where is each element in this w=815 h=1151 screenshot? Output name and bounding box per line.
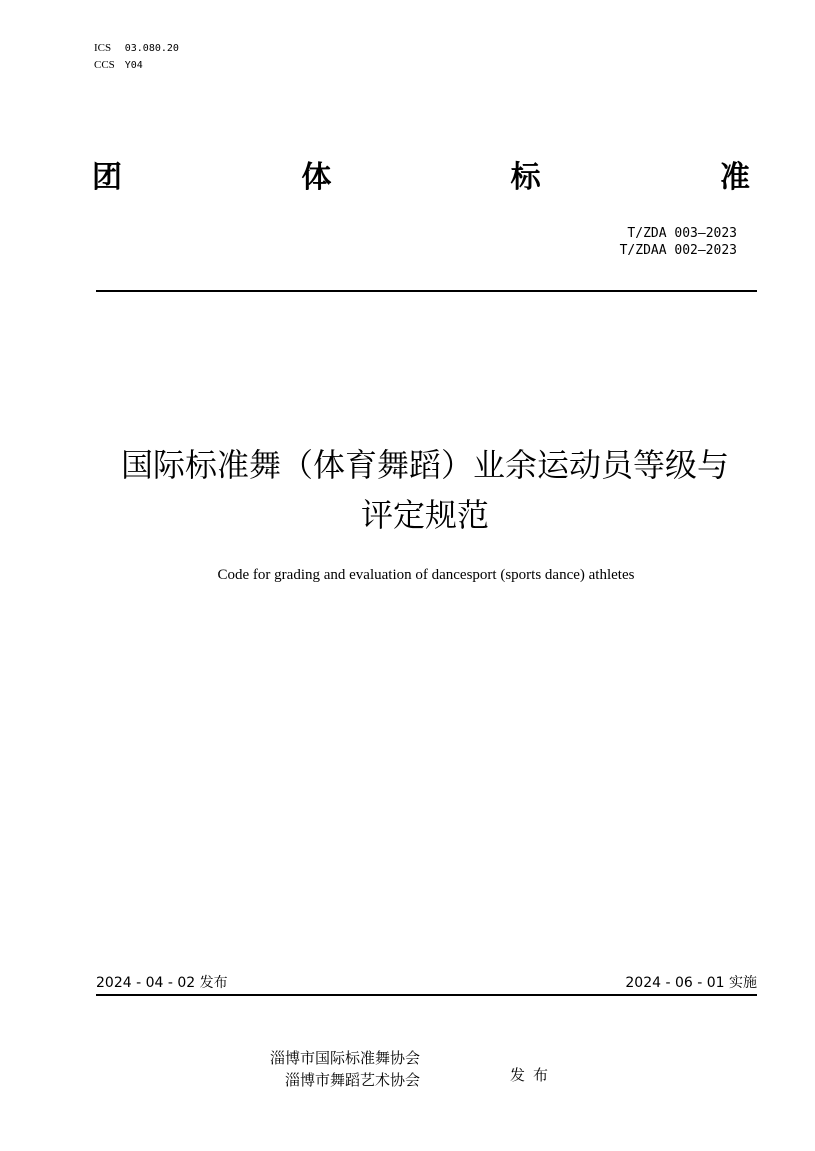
english-title: Code for grading and evaluation of dancesport (sports dance) athletes bbox=[217, 567, 635, 583]
publisher-name: 淄博市舞蹈艺术协会 bbox=[285, 1071, 421, 1089]
ccs-value: Y04 bbox=[124, 60, 143, 71]
ics-value: 03.080.20 bbox=[124, 43, 179, 54]
publisher-name: 淄博市国际标准舞协会 bbox=[270, 1049, 421, 1067]
publisher-list bbox=[270, 1047, 420, 1091]
chinese-title bbox=[80, 440, 770, 540]
classification-codes bbox=[94, 40, 179, 74]
issue-date: 2024 - 04 - 02 发布 bbox=[96, 975, 228, 991]
publish-action-label: 发布 bbox=[510, 1066, 557, 1084]
bottom-divider bbox=[96, 994, 757, 996]
chinese-title-line-2: 评定规范 bbox=[360, 496, 489, 534]
standard-type-heading bbox=[92, 158, 750, 198]
ccs-label: CCS bbox=[94, 59, 115, 71]
chinese-title-line-1: 国际标准舞（体育舞蹈）业余运动员等级与 bbox=[120, 446, 729, 484]
standard-type-char: 标 bbox=[510, 160, 541, 195]
ics-row bbox=[94, 40, 179, 57]
standard-type-char: 准 bbox=[719, 160, 750, 195]
standard-type-char: 体 bbox=[301, 160, 332, 195]
implementation-date: 2024 - 06 - 01 实施 bbox=[625, 975, 757, 991]
standard-number: T/ZDA 003—2023 bbox=[627, 226, 737, 241]
ics-label: ICS bbox=[94, 42, 112, 54]
standard-numbers bbox=[620, 225, 737, 259]
top-divider bbox=[96, 290, 757, 292]
standard-number: T/ZDAA 002—2023 bbox=[619, 243, 737, 258]
ccs-row bbox=[94, 57, 179, 74]
standard-type-char: 团 bbox=[92, 160, 122, 195]
